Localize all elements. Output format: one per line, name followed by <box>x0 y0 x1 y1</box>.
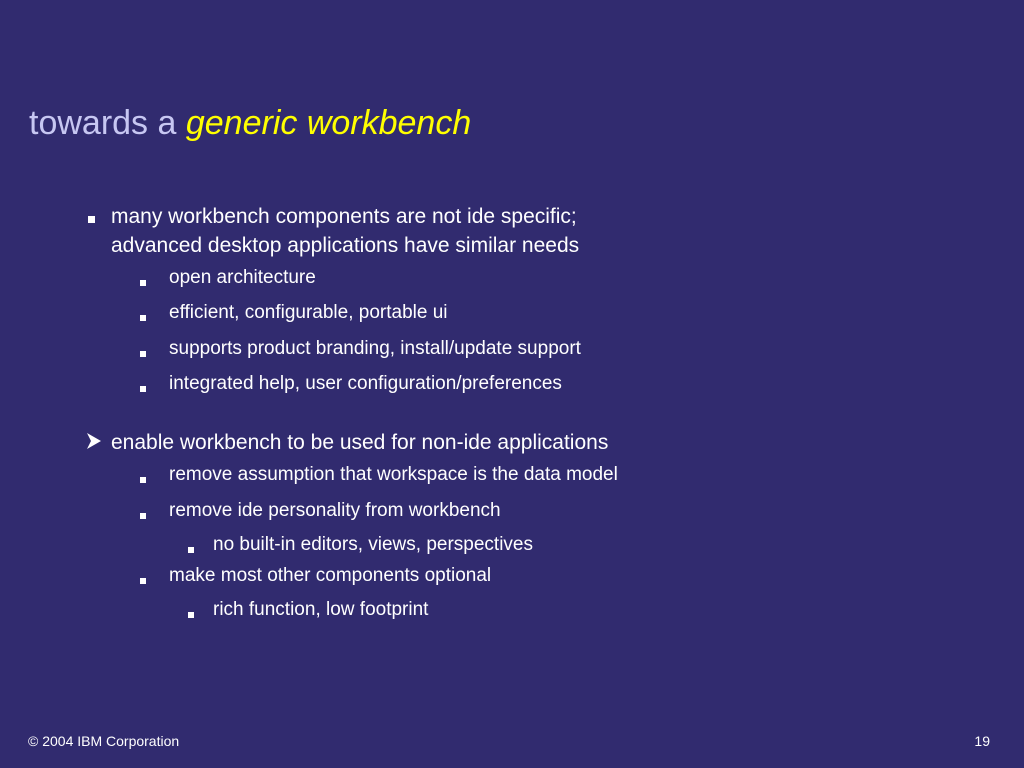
square-bullet-icon <box>188 540 194 558</box>
subitem-efficient-ui: efficient, configurable, portable ui <box>169 302 448 323</box>
subitem-product-branding: supports product branding, install/update support <box>169 338 581 359</box>
bullet-1-line-1: many workbench components are not ide specific; <box>111 205 577 228</box>
square-bullet-icon <box>140 470 146 488</box>
square-bullet-icon <box>140 379 146 397</box>
square-bullet-icon <box>140 344 146 362</box>
square-bullet-icon <box>140 506 146 524</box>
square-bullet-icon <box>140 571 146 589</box>
footer-page-number: 19 <box>974 733 990 749</box>
subitem-integrated-help: integrated help, user configuration/preferences <box>169 373 562 394</box>
square-bullet-icon <box>88 210 95 228</box>
footer-copyright: © 2004 IBM Corporation <box>28 733 180 749</box>
square-bullet-icon <box>188 605 194 623</box>
title-plain-text: towards a <box>29 104 177 142</box>
subitem-remove-personality: remove ide personality from workbench <box>169 500 501 521</box>
subsubitem-no-builtin-editors: no built-in editors, views, perspectives <box>213 534 533 555</box>
subitem-remove-assumption: remove assumption that workspace is the data model <box>169 464 618 485</box>
subsubitem-rich-function: rich function, low footprint <box>213 599 429 620</box>
title-emphasis-text: generic workbench <box>185 104 472 142</box>
square-bullet-icon <box>140 308 146 326</box>
arrow-bullet-icon <box>86 432 102 455</box>
square-bullet-icon <box>140 273 146 291</box>
bullet-1-line-2: advanced desktop applications have similar needs <box>111 234 580 257</box>
bullet-2-text: enable workbench to be used for non-ide applications <box>111 431 609 454</box>
subitem-open-architecture: open architecture <box>169 267 316 288</box>
subitem-make-optional: make most other components optional <box>169 565 492 586</box>
